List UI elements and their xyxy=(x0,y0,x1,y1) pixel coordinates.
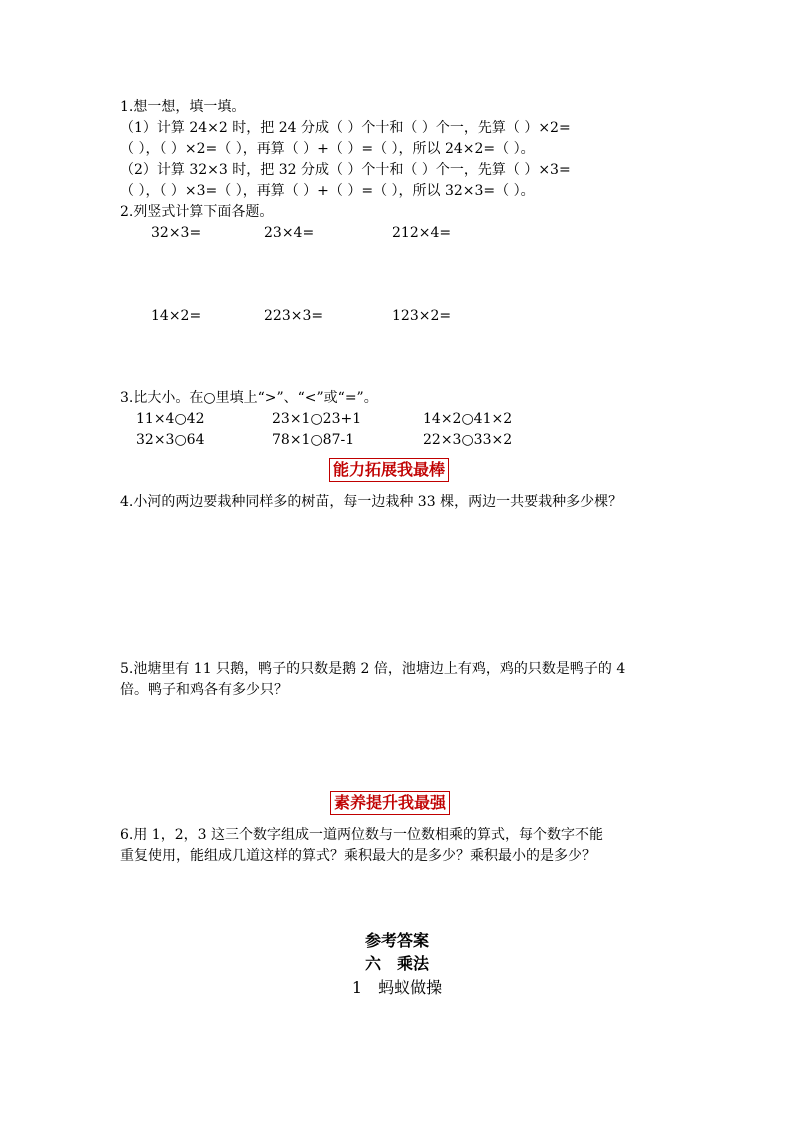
section-title-literacy: 素养提升我最强 xyxy=(330,791,450,815)
q3-comparison: 22×3○33×2 xyxy=(423,432,513,448)
answers-lesson: 1 蚂蚁做操 xyxy=(351,978,443,997)
q2-expr: 123×2= xyxy=(392,308,452,324)
q2-title: 2.列竖式计算下面各题。 xyxy=(120,204,274,220)
q1-title: 1.想一想，填一填。 xyxy=(120,99,246,115)
q2-expr: 212×4= xyxy=(392,225,452,241)
q3-comparison: 11×4○42 xyxy=(136,411,205,427)
q1-part2-line2: （ ），（ ）×3=（ ），再算（ ）+（ ）=（ ），所以 32×3=（ ）。 xyxy=(120,183,535,199)
q6-line2: 重复使用，能组成几道这样的算式？乘积最大的是多少？乘积最小的是多少？ xyxy=(120,848,596,864)
q3-comparison: 23×1○23+1 xyxy=(272,411,362,427)
q3-title: 3.比大小。在○里填上“>”、“<”或“=”。 xyxy=(120,390,378,406)
q2-expr: 23×4= xyxy=(264,225,315,241)
q2-expr: 223×3= xyxy=(264,308,324,324)
answers-title: 参考答案 xyxy=(364,931,429,950)
q1-part1-line2: （ ），（ ）×2=（ ），再算（ ）+（ ）=（ ），所以 24×2=（ ）。 xyxy=(120,141,535,157)
q5-line1: 5.池塘里有 11 只鹅，鸭子的只数是鹅 2 倍，池塘边上有鸡，鸡的只数是鸭子的 4 xyxy=(120,661,626,677)
q3-comparison: 14×2○41×2 xyxy=(423,411,513,427)
q2-expr: 32×3= xyxy=(151,225,202,241)
q1-part1-line1: （1）计算 24×2 时，把 24 分成（ ）个十和（ ）个一，先算（ ）×2= xyxy=(120,120,571,136)
q2-expr: 14×2= xyxy=(151,308,202,324)
q4-text: 4.小河的两边要栽种同样多的树苗，每一边栽种 33 棵，两边一共要栽种多少棵？ xyxy=(120,494,623,510)
section-title-ability: 能力拓展我最棒 xyxy=(329,458,449,482)
answers-unit: 六 乘法 xyxy=(364,954,429,973)
q6-line1: 6.用 1，2，3 这三个数字组成一道两位数与一位数相乘的算式，每个数字不能 xyxy=(120,827,603,843)
q3-comparison: 78×1○87-1 xyxy=(272,432,355,448)
q3-comparison: 32×3○64 xyxy=(136,432,205,448)
q5-line2: 倍。鸭子和鸡各有多少只？ xyxy=(120,682,288,698)
q1-part2-line1: （2）计算 32×3 时，把 32 分成（ ）个十和（ ）个一，先算（ ）×3= xyxy=(120,162,571,178)
